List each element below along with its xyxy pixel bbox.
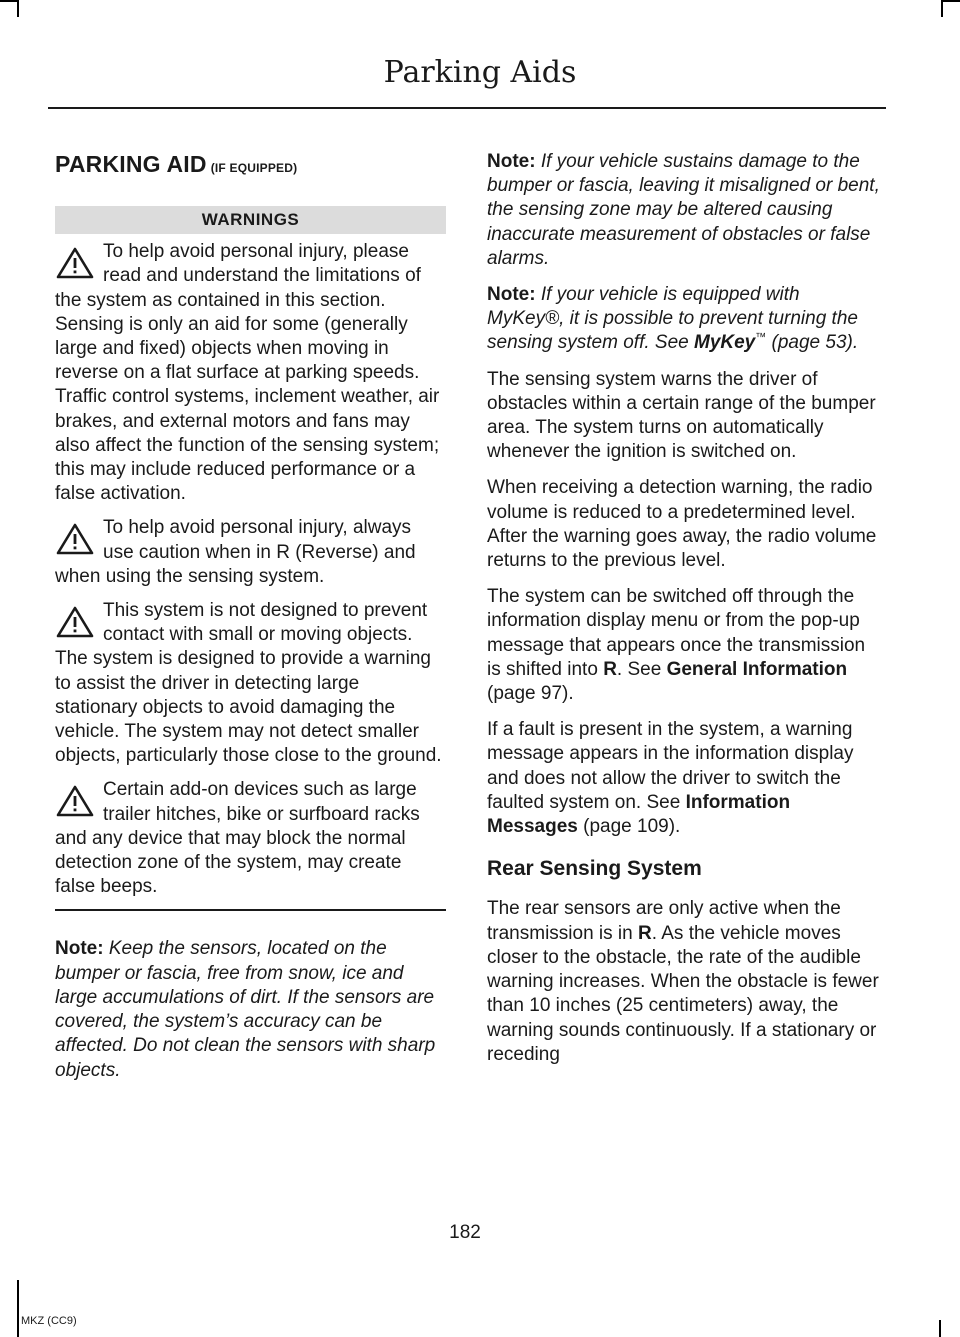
paragraph-text: If a fault is present in the system, a warning message appears in the information display and does not allow the driver to switch the faulted system on. See <box>487 719 854 813</box>
page-number: 182 <box>449 1222 481 1243</box>
mykey-link[interactable]: MyKey <box>694 332 756 354</box>
page-reference: (page 97). <box>487 683 574 705</box>
note <box>487 150 880 271</box>
note-label: Note: <box>55 938 104 960</box>
paragraph-text: . As the vehicle moves closer to the obstacle, the rate of the audible warning increases. When the obstacle is fewer than 10 inches (25 centimeters) away, the warning sounds continuously. If a stationary or receding <box>487 922 879 1065</box>
information-messages-link[interactable]: Information Messages <box>487 791 791 838</box>
warning-text: Certain add-on devices such as large trailer hitches, bike or surfboard racks and any device that may block the normal detection zone of the system, may create false beeps. <box>55 779 420 898</box>
crop-mark <box>17 0 19 17</box>
note-text: If your vehicle sustains damage to the bumper or fascia, leaving it misaligned or bent, the sensing zone may be altered causing inaccurate measurement of obstacles or false alarms. <box>487 151 880 269</box>
warning-item <box>55 516 446 589</box>
paragraph <box>487 897 880 1066</box>
note-text: Keep the sensors, located on the bumper or fascia, free from snow, ice and large accumulations of dirt. If the sensors are covered, the system’s accuracy can be affected. Do not clean the sensors with sharp objects. <box>55 938 436 1081</box>
note-label: Note: <box>487 151 536 172</box>
paragraph: When receiving a detection warning, the radio volume is reduced to a predetermined level. After the warning goes away, the radio volume returns to the previous level. <box>487 477 877 572</box>
paragraph: The sensing system warns the driver of obstacles within a certain range of the bumper area. The system turns on automatically whenever the ignition is switched on. <box>487 368 876 463</box>
warning-text: To help avoid personal injury, please read and understand the limitations of the system as contained in this section. Sensing is only an aid for some (generally large and fixed) objects when moving in reverse on a flat surface at parking speeds. Traffic control systems, inclement weather, air brakes, and external motors and fans may also affect the function of the sensing system; this may include reduced performance or a false activation. <box>55 241 440 505</box>
paragraph <box>487 718 880 839</box>
crop-mark <box>0 0 17 2</box>
paragraph-text: The rear sensors are only active when the transmission is in <box>487 898 841 944</box>
note <box>487 283 880 356</box>
note <box>55 937 446 1082</box>
general-information-link[interactable]: General Information <box>666 658 848 680</box>
gear-label: R <box>638 922 652 944</box>
header-rule <box>48 107 886 109</box>
paragraph-text: The system can be switched off through the information display menu or from the pop-up message that appears once the transmission is shifted into <box>487 586 866 680</box>
note-text: If your vehicle is equipped with MyKey®, it is possible to prevent turning the sensing system off. See <box>487 284 858 354</box>
warnings-end-rule <box>55 909 446 911</box>
paragraph <box>487 585 880 706</box>
note-label: Note: <box>487 284 536 306</box>
see-text: . See <box>616 658 662 680</box>
page-title: Parking Aids <box>383 55 577 90</box>
left-column <box>55 150 446 1095</box>
gear-label: R <box>603 658 617 680</box>
warnings-heading: WARNINGS <box>55 206 446 234</box>
warning-item <box>55 778 446 899</box>
crop-mark <box>941 0 943 17</box>
warning-text: This system is not designed to prevent contact with small or moving objects. The system is designed to provide a warning to assist the driver in detecting large stationary objects to avoid damaging the vehicle. The system may not detect smaller objects, particularly those close to the ground. <box>55 600 442 767</box>
section-title-text: PARKING AID <box>55 151 207 177</box>
crop-mark <box>17 1280 19 1337</box>
section-title <box>55 152 446 180</box>
warning-triangle-icon <box>55 522 95 556</box>
warning-item <box>55 240 446 506</box>
page-reference: (page 53). <box>771 332 859 354</box>
warning-triangle-icon <box>55 605 95 639</box>
section-qualifier: (IF EQUIPPED) <box>210 161 298 175</box>
warning-text: To help avoid personal injury, always use caution when in R (Reverse) and when using the sensing system. <box>55 517 416 587</box>
subheading: Rear Sensing System <box>487 857 702 881</box>
page-reference: (page 109). <box>583 816 681 838</box>
trademark: ™ <box>755 332 767 345</box>
warning-item <box>55 599 446 768</box>
crop-mark <box>943 0 960 2</box>
warning-triangle-icon <box>55 784 95 818</box>
warning-triangle-icon <box>55 246 95 280</box>
right-column <box>487 150 880 1079</box>
model-code: MKZ (CC9) <box>21 1315 77 1327</box>
crop-mark <box>939 1320 941 1337</box>
